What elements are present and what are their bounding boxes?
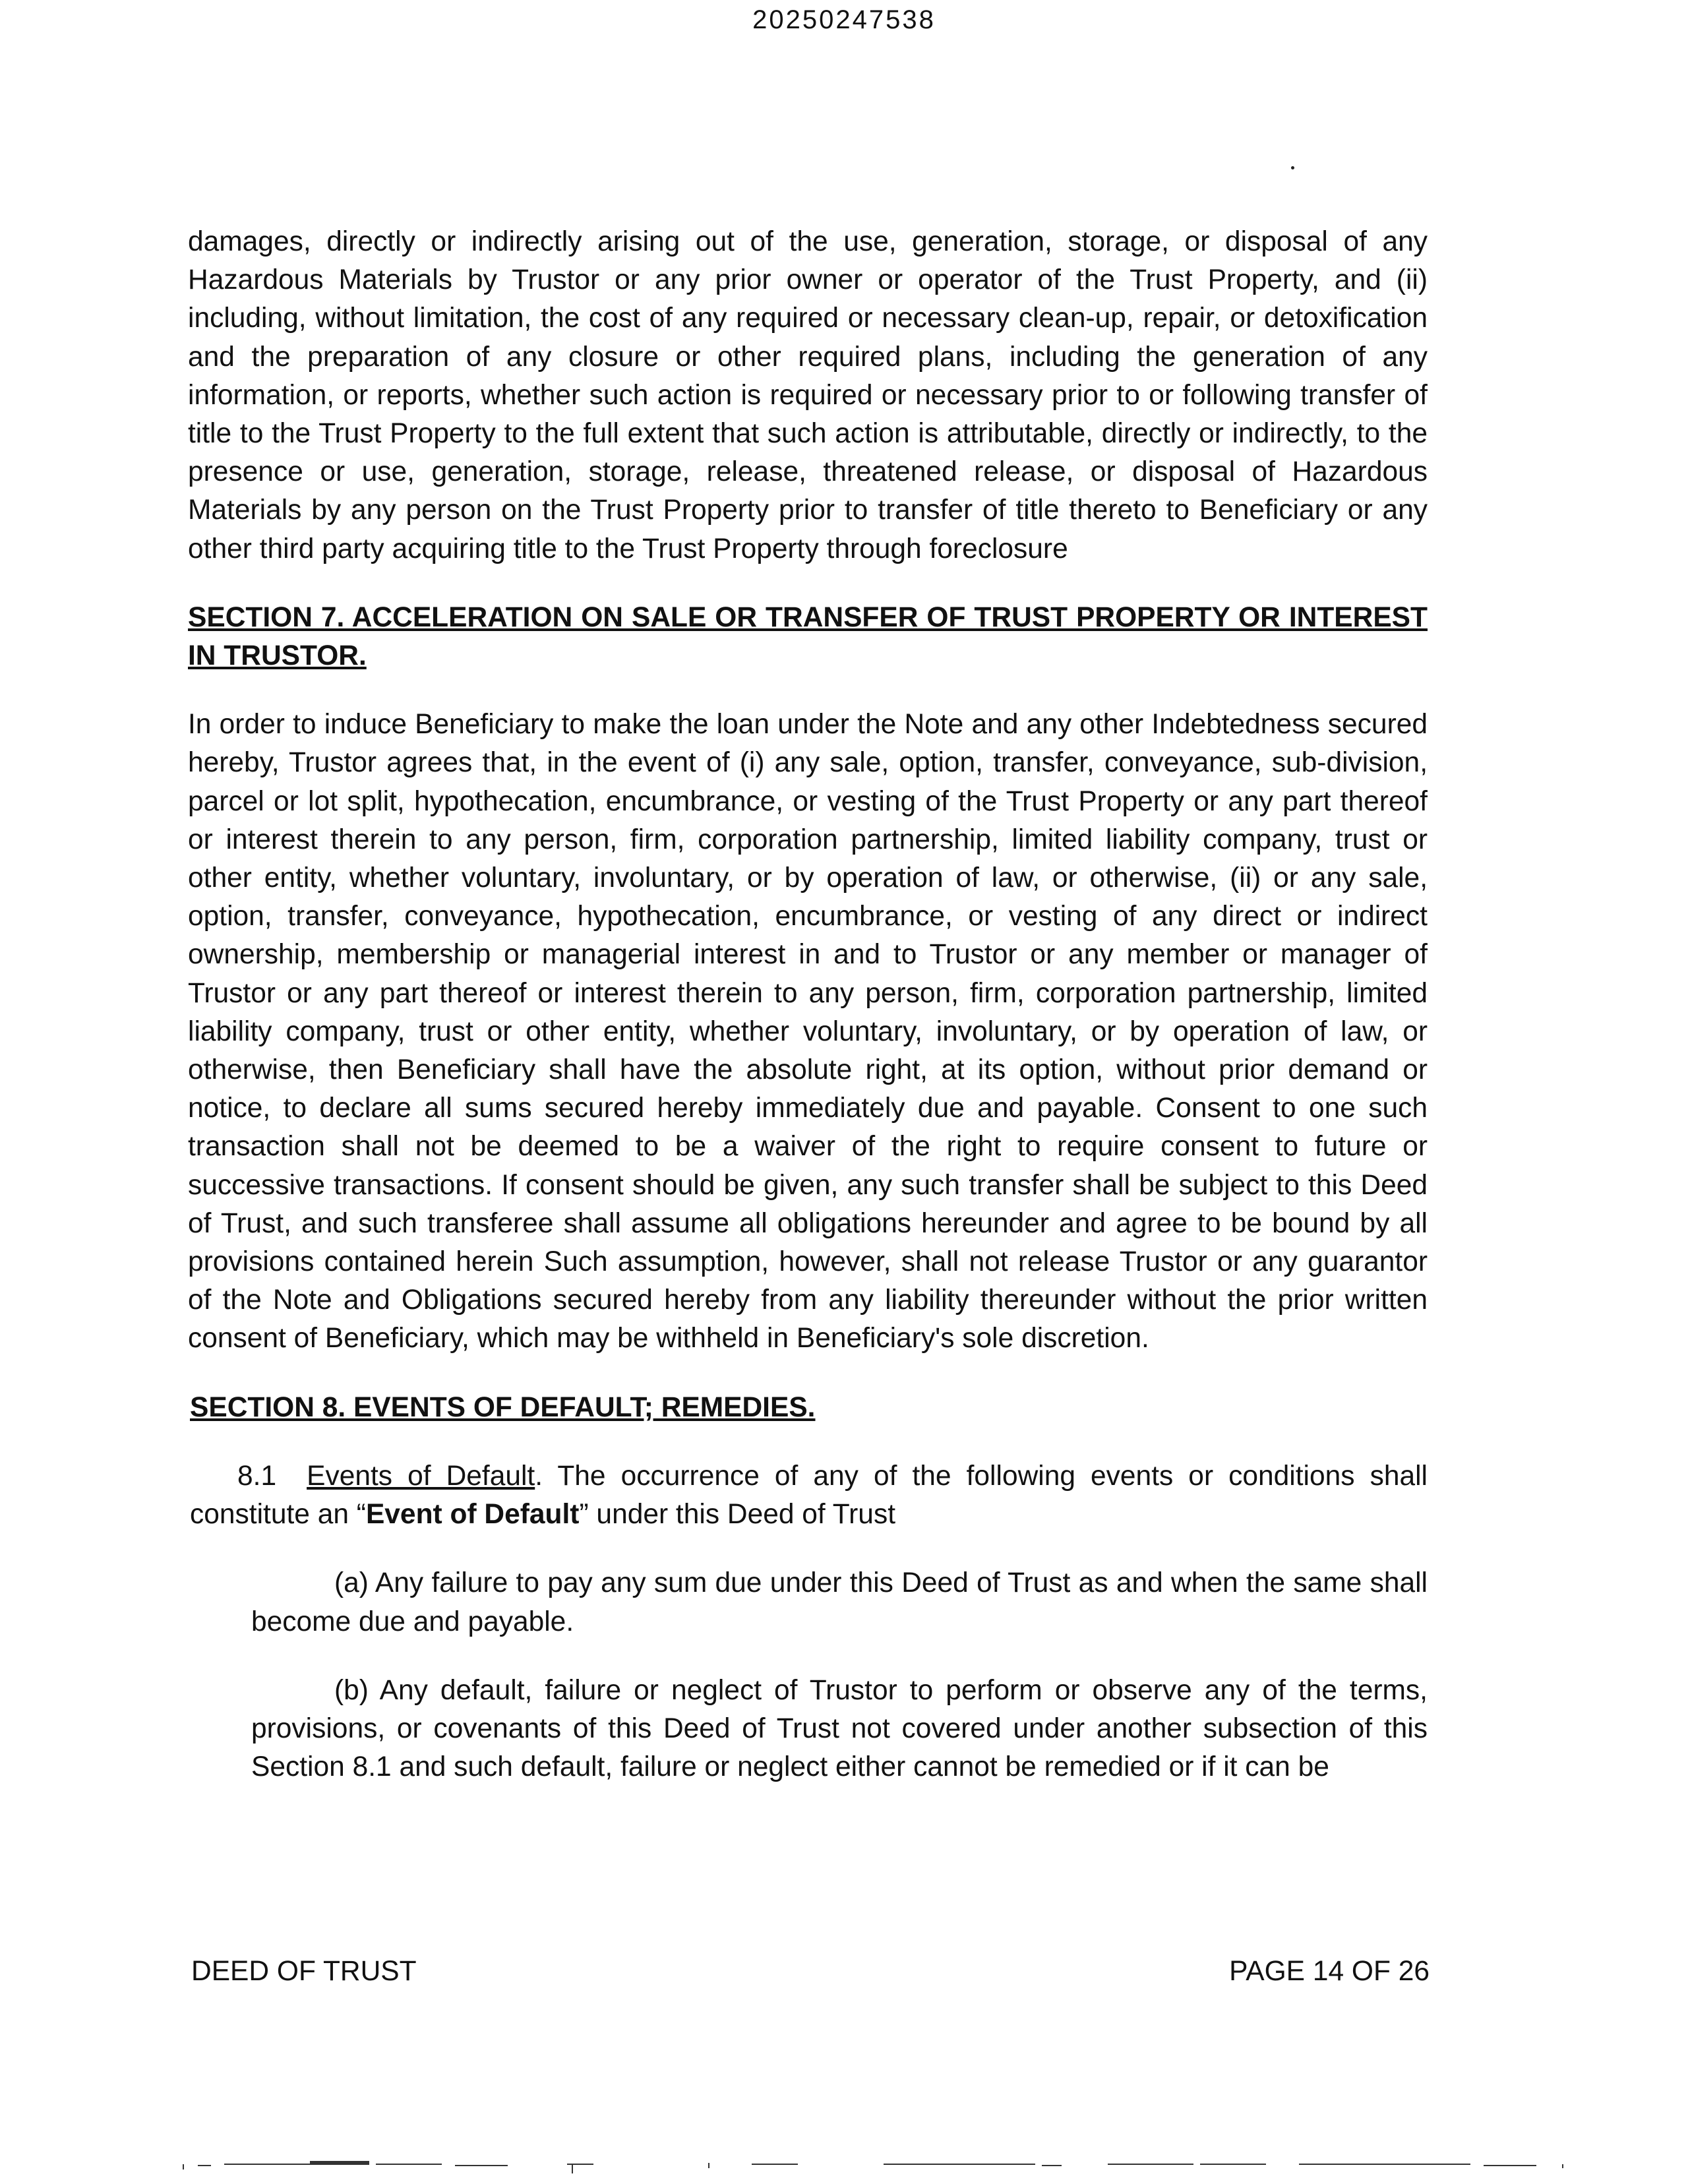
document-number: 20250247538	[752, 5, 936, 34]
page-footer	[191, 1956, 1430, 1987]
page-number: PAGE 14 OF 26	[1229, 1956, 1430, 1987]
events-of-default-title: Events of Default	[307, 1460, 535, 1492]
paragraph-text-after: ” under this Deed of Trust	[579, 1499, 896, 1531]
paragraph-8-1	[190, 1457, 1428, 1534]
paragraph-number: 8.1	[237, 1460, 277, 1492]
section-8-heading: SECTION 8. EVENTS OF DEFAULT; REMEDIES.	[190, 1391, 816, 1423]
scan-speck	[1291, 166, 1294, 169]
page-body	[188, 223, 1428, 1786]
paragraph-text-before: . The occurrence of any of the following events or conditions shall constitute an “	[190, 1460, 1428, 1531]
section-7-body: In order to induce Beneficiary to make the loan under the Note and any other Indebtedness secured hereby, Trustor agrees that, in the event of (i) any sale, option, transfer, conveyance, sub-division, parcel or lot split, hypothecation, encumbrance, or vesting of the Trust Property or any part thereof or interest therein to any person, firm, corporation partnership, limited liability company, trust or other entity, whether voluntary, involuntary, or by operation of law, or otherwise, (ii) or any sale, option, transfer, conveyance, hypothecation, encumbrance, or vesting of any direct or indirect ownership, membership or managerial interest in and to Trustor or any member or manager of Trustor or any part thereof or interest therein to any person, firm, corporation partnership, limited liability company, trust or other entity, whether voluntary, involuntary, or by operation of law, or otherwise, then Beneficiary shall have the absolute right, at its option, without prior demand or notice, to declare all sums secured hereby immediately due and payable. Consent to one such transaction shall not be deemed to be a waiver of the right to require consent to future or successive transactions. If consent should be given, any such transfer shall be subject to this Deed of Trust, and such transferee shall assume all obligations hereunder and agree to be bound by all provisions contained herein Such assumption, however, shall not release Trustor or any guarantor of the Note and Obligations secured hereby from any liability thereunder without the prior written consent of Beneficiary, which may be withheld in Beneficiary's sole discretion.	[188, 709, 1428, 1354]
item-b: (b) Any default, failure or neglect of Trustor to perform or observe any of the terms, provisions, or covenants of this Deed of Trust not covered under another subsection of this Section 8.1 and such default, failure or neglect either cannot be remedied or if it can be	[251, 1674, 1428, 1783]
footer-title: DEED OF TRUST	[191, 1956, 417, 1987]
intro-paragraph: damages, directly or indirectly arising out of the use, generation, storage, or disposal of any Hazardous Materials by Trustor or any prior owner or operator of the Trust Property, and (ii) including, without limitation, the cost of any required or necessary clean-up, repair, or detoxification and the preparation of any closure or other required plans, including the generation of any information, or reports, whether such action is required or necessary prior to or following transfer of title to the Trust Property to the full extent that such action is attributable, directly or indirectly, to the presence or use, generation, storage, release, threatened release, or disposal of Hazardous Materials by any person on the Trust Property prior to transfer of title thereto to Beneficiary or any other third party acquiring title to the Trust Property through foreclosure	[188, 226, 1428, 564]
scan-noise-marks	[178, 2155, 1576, 2175]
event-of-default-term: Event of Default	[365, 1499, 580, 1531]
section-7-heading: SECTION 7. ACCELERATION ON SALE OR TRANSFER OF TRUST PROPERTY OR INTEREST IN TRUSTOR.	[188, 601, 1428, 672]
item-a: (a) Any failure to pay any sum due under this Deed of Trust as and when the same shall become due and payable.	[251, 1567, 1428, 1637]
